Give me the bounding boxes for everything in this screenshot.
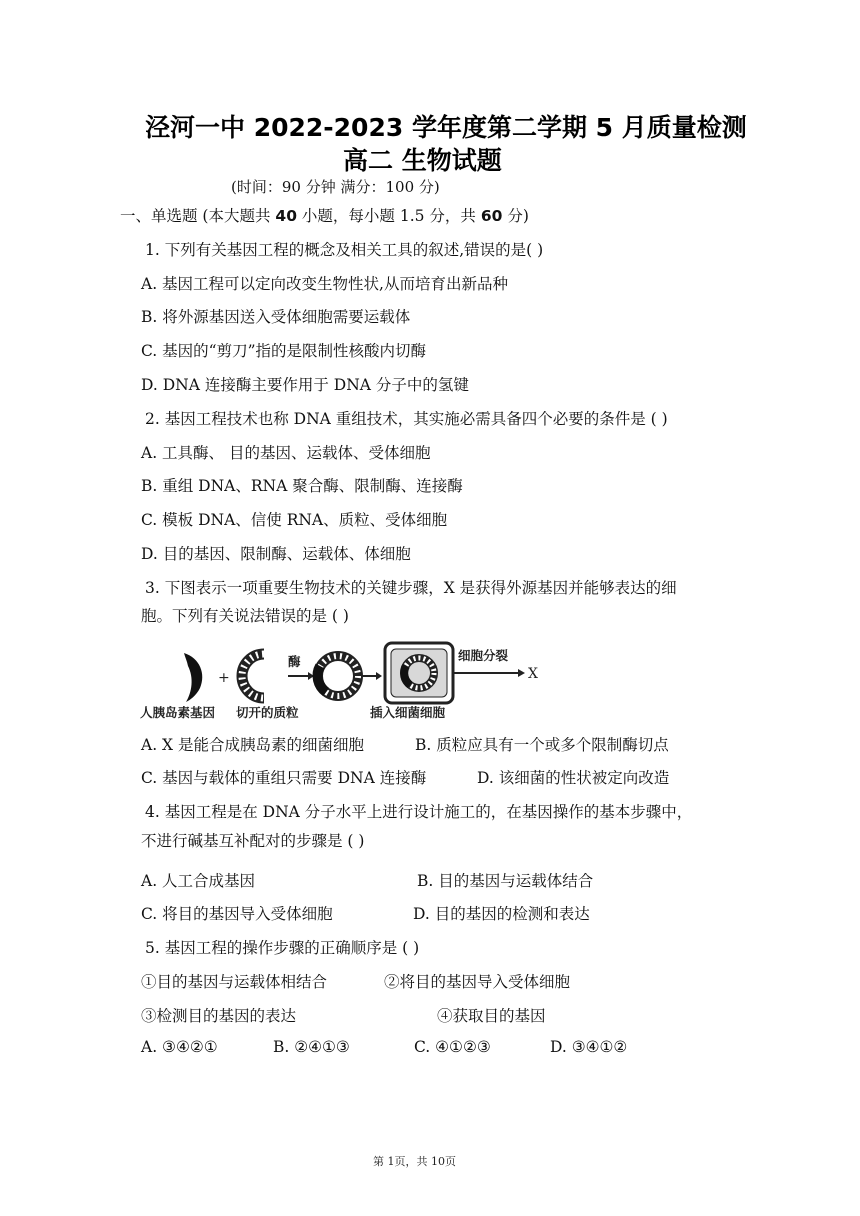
figure-svg bbox=[140, 636, 540, 724]
question-5-option-c: C. ④①②③ bbox=[414, 1038, 491, 1056]
question-3-stem-line2: 胞。下列有关说法错误的是 ( ) bbox=[141, 607, 349, 625]
enzyme-label: 酶 bbox=[288, 654, 301, 669]
question-4-option-b: B. 目的基因与运载体结合 bbox=[417, 872, 594, 890]
question-5-stem: 5. 基因工程的操作步骤的正确顺序是 ( ) bbox=[145, 939, 420, 957]
recombinant-plasmid-shape bbox=[318, 656, 358, 696]
question-2-option-c: C. 模板 DNA、信使 RNA、质粒、受体细胞 bbox=[141, 511, 448, 529]
question-4-option-d: D. 目的基因的检测和表达 bbox=[413, 905, 590, 923]
section-mid: 小题，每小题 1.5 分，共 bbox=[296, 207, 481, 225]
question-2-stem: 2. 基因工程技术也称 DNA 重组技术，其实施必需具备四个必要的条件是 ( ) bbox=[145, 410, 668, 428]
question-5-option-b: B. ②④①③ bbox=[273, 1038, 350, 1056]
question-5-item-4: ④获取目的基因 bbox=[437, 1007, 546, 1025]
section-total: 60 bbox=[480, 207, 503, 225]
question-5-option-a: A. ③④②① bbox=[141, 1038, 218, 1056]
gene-engineering-figure bbox=[140, 636, 540, 724]
section-count: 40 bbox=[275, 207, 297, 225]
question-4-stem-line2: 不进行碱基互补配对的步骤是 ( ) bbox=[141, 832, 365, 850]
page-title-line1: 泾河一中 2022-2023 学年度第二学期 5 月质量检测 bbox=[145, 113, 747, 142]
question-4-option-c: C. 将目的基因导入受体细胞 bbox=[141, 905, 333, 923]
question-3-option-b: B. 质粒应具有一个或多个限制酶切点 bbox=[415, 736, 669, 754]
plasmid-label: 切开的质粒 bbox=[236, 705, 299, 720]
insert-label: 插入细菌细胞 bbox=[370, 705, 446, 720]
gene-label: 人胰岛素基因 bbox=[140, 705, 216, 720]
question-5-item-3: ③检测目的基因的表达 bbox=[141, 1007, 297, 1025]
exam-info: (时间：90 分钟 满分：100 分) bbox=[231, 178, 440, 196]
gene-fragment-shape bbox=[184, 653, 202, 702]
question-4-stem-line1: 4. 基因工程是在 DNA 分子水平上进行设计施工的，在基因操作的基本步骤中， bbox=[145, 803, 693, 821]
question-2-option-b: B. 重组 DNA、RNA 聚合酶、限制酶、连接酶 bbox=[141, 477, 463, 495]
cut-plasmid-shape bbox=[242, 654, 264, 698]
question-1-option-c: C. 基因的“剪刀”指的是限制性核酸内切酶 bbox=[141, 342, 427, 360]
question-2-option-d: D. 目的基因、限制酶、运载体、体细胞 bbox=[141, 545, 411, 563]
division-label: 细胞分裂 bbox=[458, 648, 509, 663]
question-1-option-d: D. DNA 连接酶主要作用于 DNA 分子中的氢键 bbox=[141, 376, 469, 394]
question-1-option-b: B. 将外源基因送入受体细胞需要运载体 bbox=[141, 308, 411, 326]
question-5-item-2: ②将目的基因导入受体细胞 bbox=[384, 973, 571, 991]
page-footer: 第 1页，共 10页 bbox=[373, 1155, 456, 1168]
question-3-option-c: C. 基因与载体的重组只需要 DNA 连接酶 bbox=[141, 769, 427, 787]
question-1-option-a: A. 基因工程可以定向改变生物性状,从而培育出新品种 bbox=[141, 275, 508, 293]
question-3-stem-line1: 3. 下图表示一项重要生物技术的关键步骤，X 是获得外源基因并能够表达的细 bbox=[145, 579, 677, 597]
page-title-line2: 高二 生物试题 bbox=[343, 146, 502, 175]
x-label: X bbox=[528, 666, 538, 682]
question-3-option-d: D. 该细菌的性状被定向改造 bbox=[477, 769, 670, 787]
question-3-option-a: A. X 是能合成胰岛素的细菌细胞 bbox=[141, 736, 365, 754]
section-prefix: 一、单选题 (本大题共 bbox=[120, 207, 276, 225]
plus-sign: + bbox=[218, 670, 230, 686]
section-suffix: 分) bbox=[502, 207, 529, 225]
question-2-option-a: A. 工具酶、 目的基因、运载体、受体细胞 bbox=[141, 444, 431, 462]
question-4-option-a: A. 人工合成基因 bbox=[141, 872, 256, 890]
bacterial-cell-shape bbox=[385, 643, 453, 703]
section-heading bbox=[120, 204, 529, 226]
question-5-option-d: D. ③④①② bbox=[550, 1038, 628, 1056]
question-1-stem: 1. 下列有关基因工程的概念及相关工具的叙述,错误的是( ) bbox=[145, 241, 544, 259]
question-5-item-1: ①目的基因与运载体相结合 bbox=[141, 973, 328, 991]
